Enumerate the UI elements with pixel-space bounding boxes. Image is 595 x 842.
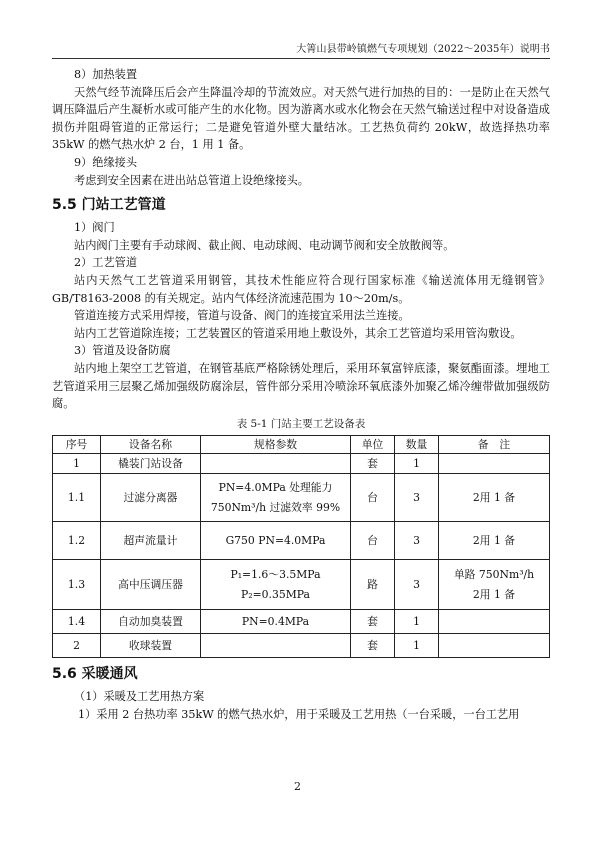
pipe-paragraph-1: 站内天然气工艺管道采用钢管，其技术性能应符合现行国家标准《输送流体用无缝钢管》GB/T8163-2008 的有关规定。站内气体经济流速范围为 10～20m/s。	[52, 273, 550, 305]
cell-no: 1.3	[53, 560, 101, 610]
column-header: 数量	[395, 435, 439, 454]
table-row	[53, 560, 550, 610]
cell-note: 2用 1 备	[439, 474, 550, 522]
cell-unit: 台	[351, 474, 395, 522]
cell-qty: 1	[395, 454, 439, 474]
cell-spec	[201, 560, 351, 610]
cell-no: 1.2	[53, 522, 101, 560]
pipe-label: 2）工艺管道	[74, 256, 138, 270]
cell-unit: 台	[351, 522, 395, 560]
heating-device-paragraph: 天然气经节流降压后会产生降温冷却的节流效应。对天然气进行加热的目的：一是防止在天然气调压降温后产生凝析水或可能产生的水化物。因为游离水或水化物会在天然气输送过程中对设备造成损伤并阻碍管道的正常运行；二是避免管道外壁大量结冰。工艺热负荷约 20kW，故选择热功率 35kW 的燃气热水炉 2 台，1 用 1 备。	[52, 85, 550, 152]
table-header-row	[53, 435, 550, 454]
page-body	[52, 66, 550, 723]
cell-unit: 套	[351, 634, 395, 658]
table-row	[53, 634, 550, 658]
cell-no: 1.4	[53, 610, 101, 634]
cell-spec	[201, 634, 351, 658]
table-caption: 表 5-1 门站主要工艺设备表	[236, 417, 366, 430]
cell-note: 2用 1 备	[439, 522, 550, 560]
anticorrosion-paragraph: 站内地上架空工艺管道，在钢管基底严格除锈处理后，采用环氧富锌底漆，聚氨酯面漆。埋地工艺管道采用三层聚乙烯加强级防腐涂层，管件部分采用冷喷涂环氧底漆外加聚乙烯冷缠带做加强级防腐。	[52, 361, 550, 411]
column-header: 单位	[351, 435, 395, 454]
cell-note	[439, 560, 550, 610]
table-row	[53, 610, 550, 634]
note-line-2: 2用 1 备	[472, 587, 516, 601]
cell-qty: 3	[395, 560, 439, 610]
cell-unit: 路	[351, 560, 395, 610]
cell-note	[439, 634, 550, 658]
cell-note	[439, 454, 550, 474]
pipe-paragraph-2: 管道连接方式采用焊接，管道与设备、阀门的连接宜采用法兰连接。	[74, 309, 410, 323]
cell-qty: 1	[395, 610, 439, 634]
cell-name: 收球装置	[101, 634, 201, 658]
cell-qty: 3	[395, 522, 439, 560]
valve-paragraph: 站内阀门主要有手动球阀、截止阀、电动球阀、电动调节阀和安全放散阀等。	[74, 238, 455, 252]
header-rule	[52, 58, 550, 59]
heating-plan-label: （1）采暖及工艺用热方案	[74, 690, 205, 704]
cell-no: 1	[53, 454, 101, 474]
equipment-table	[52, 435, 550, 659]
cell-name: 高中压调压器	[101, 560, 201, 610]
cell-no: 1.1	[53, 474, 101, 522]
cell-spec	[201, 454, 351, 474]
column-header: 序号	[53, 435, 101, 454]
running-header: 大箐山县带岭镇燃气专项规划（2022～2035年）说明书	[296, 44, 550, 55]
section-5-5-heading: 5.5 门站工艺管道	[52, 197, 166, 214]
cell-spec	[201, 474, 351, 522]
cell-name: 超声流量计	[101, 522, 201, 560]
cell-no: 2	[53, 634, 101, 658]
cell-unit: 套	[351, 610, 395, 634]
table-row	[53, 454, 550, 474]
spec-line-2: P₂=0.35MPa	[241, 587, 310, 601]
cell-name: 自动加臭装置	[101, 610, 201, 634]
cell-spec: PN=0.4MPa	[201, 610, 351, 634]
spec-line-2: 750Nm³/h 过滤效率 99%	[210, 500, 341, 514]
cell-name: 过滤分离器	[101, 474, 201, 522]
cell-unit: 套	[351, 454, 395, 474]
cell-spec: G750 PN=4.0MPa	[201, 522, 351, 560]
valve-label: 1）阀门	[74, 221, 115, 235]
pipe-paragraph-3: 站内工艺管道除连接；工艺装置区的管道采用地上敷设外，其余工艺管道均采用管沟敷设。	[74, 326, 522, 340]
anticorrosion-label: 3）管道及设备防腐	[74, 344, 171, 358]
insulation-joint-label: 9）绝缘接头	[74, 155, 138, 169]
spec-line-1: PN=4.0MPa 处理能力	[218, 480, 333, 494]
note-line-1: 单路 750Nm³/h	[453, 567, 535, 581]
column-header: 备 注	[439, 435, 550, 454]
column-header: 规格参数	[201, 435, 351, 454]
heating-plan-paragraph: 1）采用 2 台热功率 35kW 的燃气热水炉，用于采暖及工艺用热（一台采暖，一台工艺用	[78, 707, 520, 721]
cell-qty: 1	[395, 634, 439, 658]
table-row	[53, 474, 550, 522]
insulation-joint-paragraph: 考虑到安全因素在进出站总管道上设绝缘接头。	[74, 173, 309, 187]
spec-line-1: P₁=1.6～3.5MPa	[230, 567, 321, 581]
heating-device-label: 8）加热装置	[74, 68, 138, 81]
page-number: 2	[294, 780, 301, 793]
column-header: 设备名称	[101, 435, 201, 454]
section-5-6-heading: 5.6 采暖通风	[52, 666, 138, 683]
cell-note	[439, 610, 550, 634]
table-row	[53, 522, 550, 560]
cell-name: 橇装门站设备	[101, 454, 201, 474]
cell-qty: 3	[395, 474, 439, 522]
